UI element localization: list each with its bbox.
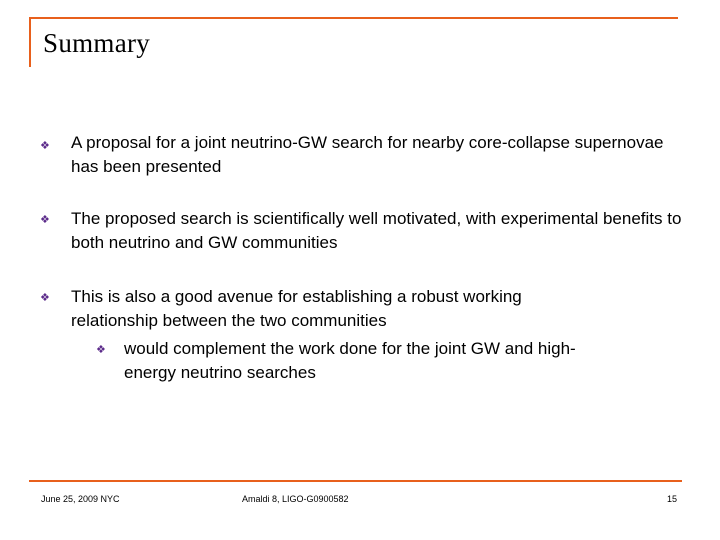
footer-document-id: Amaldi 8, LIGO-G0900582 [242, 494, 349, 504]
footer-rule [29, 480, 682, 482]
sub-bullet-item: would complement the work done for the joint GW and high-energy neutrino searches [124, 339, 576, 382]
slide-title: Summary [43, 28, 151, 58]
bullet-item-3: This is also a good avenue for establishing a robust working relationship between the two communities [71, 287, 522, 330]
title-frame-left-rule [29, 17, 31, 67]
diamond-bullet-icon: ❖ [40, 292, 50, 304]
bullet-item-2: The proposed search is scientifically well motivated, with experimental benefits to both neutrino and GW communities [71, 209, 682, 252]
bullet-item-1: A proposal for a joint neutrino-GW search for nearby core-collapse supernovae has been presented [71, 133, 664, 176]
diamond-bullet-icon: ❖ [40, 214, 50, 226]
footer-date: June 25, 2009 NYC [41, 494, 120, 504]
diamond-bullet-icon: ❖ [40, 140, 50, 152]
title-frame-top-rule [29, 17, 678, 19]
diamond-bullet-icon: ❖ [96, 344, 106, 356]
page-number: 15 [667, 494, 678, 504]
